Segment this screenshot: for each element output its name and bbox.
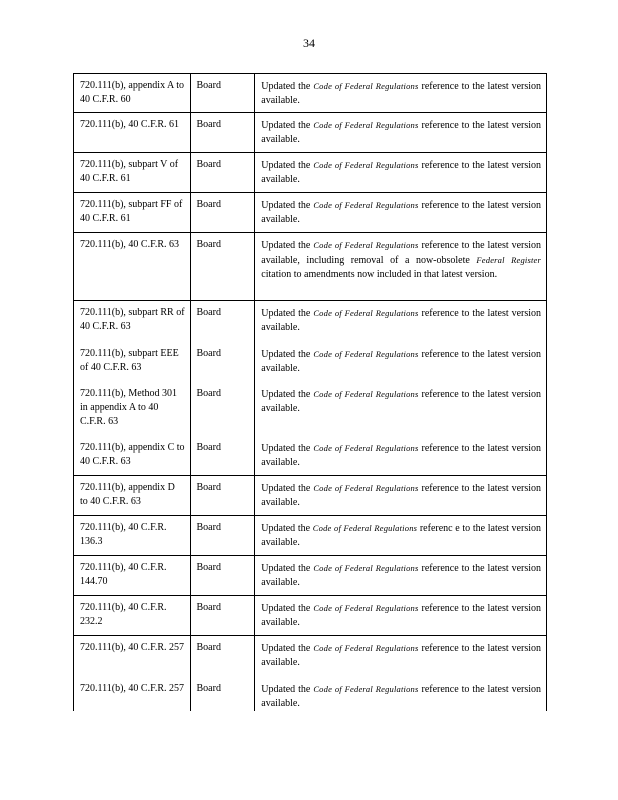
change-description — [255, 301, 546, 342]
table-row — [73, 677, 547, 711]
page-number: 34 — [303, 36, 315, 50]
description-text: referenc e to the latest version available. — [261, 523, 541, 548]
citation-title: Code of Federal Regulations — [313, 160, 419, 170]
description-text: Updated the — [261, 603, 311, 614]
description-text: Updated the — [261, 160, 311, 171]
agency: Board — [191, 113, 256, 152]
description-text: Updated the — [261, 200, 311, 211]
rule-citation: 720.111(b), appendix D to 40 C.F.R. 63 — [74, 476, 191, 515]
description-text: Updated the — [261, 240, 311, 251]
rule-citation: 720.111(b), 40 C.F.R. 232.2 — [74, 596, 191, 635]
change-description — [255, 677, 546, 711]
agency: Board — [191, 516, 256, 555]
change-description — [255, 233, 546, 300]
description-text: Updated the — [261, 81, 311, 92]
table-row — [73, 233, 547, 301]
description-text: reference to the latest version available. — [261, 443, 542, 468]
table-row — [73, 556, 547, 596]
table-row — [73, 113, 547, 153]
agency: Board — [191, 153, 256, 192]
citation-title: Code of Federal Regulations — [313, 349, 419, 359]
citation-title: Code of Federal Regulations — [313, 389, 419, 399]
rule-citation: 720.111(b), Method 301 in appendix A to 40 C.F.R. 63 — [74, 382, 191, 436]
citation-title: Code of Federal Regulations — [313, 603, 419, 613]
description-text: Updated the — [261, 643, 311, 654]
table-row — [73, 436, 547, 476]
change-description — [255, 193, 546, 232]
change-description — [255, 382, 546, 436]
description-text: Updated the — [261, 563, 311, 574]
rule-citation: 720.111(b), 40 C.F.R. 257 — [74, 677, 191, 711]
description-text: reference to the latest version available. — [261, 643, 542, 668]
description-text: reference to the latest version available. — [261, 120, 542, 145]
description-text: reference to the latest version available. — [261, 603, 542, 628]
description-text: reference to the latest version available, including removal of a now-obsolete — [261, 240, 542, 266]
table-row — [73, 301, 547, 342]
citation-title: Code of Federal Regulations — [312, 523, 418, 533]
citation-title: Code of Federal Regulations — [313, 643, 419, 653]
description-text: Updated the — [261, 349, 311, 360]
description-text: reference to the latest version available. — [261, 684, 542, 709]
change-description — [255, 74, 546, 112]
agency: Board — [191, 74, 256, 112]
description-text: Updated the — [261, 443, 311, 454]
description-text: reference to the latest version available. — [261, 349, 542, 374]
change-description — [255, 516, 546, 555]
change-description — [255, 476, 546, 515]
table-row — [73, 596, 547, 636]
rule-citation: 720.111(b), 40 C.F.R. 144.70 — [74, 556, 191, 595]
rule-citation: 720.111(b), subpart FF of 40 C.F.R. 61 — [74, 193, 191, 232]
citation-title: Code of Federal Regulations — [313, 443, 419, 453]
citation-title: Federal Register — [476, 255, 542, 265]
agency: Board — [191, 556, 256, 595]
change-description — [255, 556, 546, 595]
description-text: Updated the — [261, 120, 311, 131]
agency: Board — [191, 342, 256, 382]
agency: Board — [191, 596, 256, 635]
citation-title: Code of Federal Regulations — [313, 240, 419, 250]
description-text: Updated the — [261, 389, 311, 400]
table-row — [73, 153, 547, 193]
agency: Board — [191, 636, 256, 677]
agency: Board — [191, 382, 256, 436]
change-description — [255, 113, 546, 152]
agency: Board — [191, 436, 256, 475]
change-description — [255, 153, 546, 192]
table-row — [73, 382, 547, 436]
citation-title: Code of Federal Regulations — [313, 200, 419, 210]
citation-title: Code of Federal Regulations — [313, 81, 419, 91]
description-text: reference to the latest version available. — [261, 563, 542, 588]
citation-title: Code of Federal Regulations — [313, 483, 419, 493]
rule-citation: 720.111(b), subpart RR of 40 C.F.R. 63 — [74, 301, 191, 342]
rule-citation: 720.111(b), 40 C.F.R. 257 — [74, 636, 191, 677]
agency: Board — [191, 301, 256, 342]
citation-title: Code of Federal Regulations — [313, 120, 419, 130]
change-description — [255, 436, 546, 475]
citation-title: Code of Federal Regulations — [313, 563, 419, 573]
rule-citation: 720.111(b), appendix C to 40 C.F.R. 63 — [74, 436, 191, 475]
description-text: reference to the latest version available. — [261, 308, 542, 333]
rule-citation: 720.111(b), appendix A to 40 C.F.R. 60 — [74, 74, 191, 112]
agency: Board — [191, 476, 256, 515]
rule-citation: 720.111(b), subpart EEE of 40 C.F.R. 63 — [74, 342, 191, 382]
description-text: Updated the — [261, 684, 311, 695]
rule-citation: 720.111(b), 40 C.F.R. 63 — [74, 233, 191, 300]
description-text: reference to the latest version available. — [261, 483, 542, 508]
description-text: citation to amendments now included in that latest version. — [261, 269, 498, 280]
rule-citation: 720.111(b), 40 C.F.R. 61 — [74, 113, 191, 152]
rule-citation: 720.111(b), subpart V of 40 C.F.R. 61 — [74, 153, 191, 192]
rule-citation: 720.111(b), 40 C.F.R. 136.3 — [74, 516, 191, 555]
change-description — [255, 636, 546, 677]
table-row — [73, 476, 547, 516]
change-description — [255, 342, 546, 382]
amendments-table — [73, 73, 547, 711]
change-description — [255, 596, 546, 635]
citation-title: Code of Federal Regulations — [313, 308, 419, 318]
agency: Board — [191, 677, 256, 711]
description-text: Updated the — [261, 523, 311, 534]
description-text: Updated the — [261, 483, 311, 494]
citation-title: Code of Federal Regulations — [313, 684, 419, 694]
description-text: reference to the latest version available. — [261, 389, 542, 414]
table-row — [73, 342, 547, 382]
table-row — [73, 193, 547, 233]
table-row — [73, 636, 547, 677]
description-text: reference to the latest version available. — [261, 200, 542, 225]
table-row — [73, 516, 547, 556]
table-row — [73, 73, 547, 113]
description-text: reference to the latest version available. — [261, 81, 542, 106]
description-text: reference to the latest version available. — [261, 160, 542, 185]
agency: Board — [191, 193, 256, 232]
description-text: Updated the — [261, 308, 311, 319]
agency: Board — [191, 233, 256, 300]
